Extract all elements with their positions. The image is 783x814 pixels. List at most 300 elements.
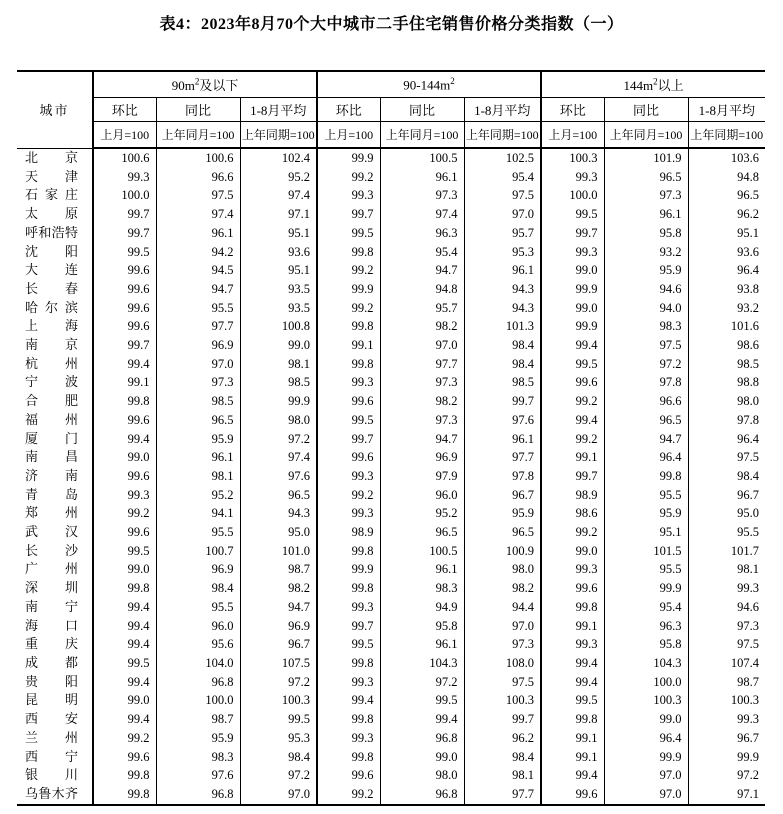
city-name-cell: [17, 579, 93, 598]
table-row: [17, 523, 765, 542]
city-name-cell: [17, 299, 93, 318]
city-name-cell: [17, 448, 93, 467]
group-label-pre: 90m: [171, 78, 195, 93]
table-row: [17, 748, 765, 767]
index-value: 97.0: [380, 336, 464, 355]
index-value: 97.6: [464, 411, 541, 430]
city-name: 南昌: [25, 449, 78, 465]
index-value: 99.4: [93, 710, 156, 729]
index-value: 100.6: [93, 148, 156, 168]
index-value: 99.4: [380, 710, 464, 729]
index-value: 95.1: [240, 224, 317, 243]
index-value: 99.5: [93, 654, 156, 673]
city-name: 宁波: [25, 374, 78, 390]
table-row: [17, 317, 765, 336]
index-value: 100.0: [604, 673, 688, 692]
index-value: 94.8: [688, 168, 765, 187]
city-name: 厦门: [25, 430, 78, 446]
index-value: 95.5: [604, 486, 688, 505]
city-column-header: 城市: [17, 71, 93, 148]
index-value: 99.7: [541, 467, 604, 486]
city-name-cell: [17, 261, 93, 280]
index-value: 97.8: [688, 411, 765, 430]
index-value: 99.8: [93, 785, 156, 805]
index-value: 97.5: [688, 448, 765, 467]
index-value: 99.5: [541, 691, 604, 710]
index-value: 96.8: [380, 785, 464, 805]
table-row: [17, 635, 765, 654]
index-value: 99.6: [317, 766, 380, 785]
index-value: 94.6: [688, 598, 765, 617]
index-value: 95.0: [688, 504, 765, 523]
index-value: 93.8: [688, 280, 765, 299]
city-name-cell: [17, 336, 93, 355]
table-row: [17, 504, 765, 523]
index-value: 96.5: [464, 523, 541, 542]
index-value: 95.4: [604, 598, 688, 617]
index-value: 96.1: [464, 430, 541, 449]
index-value: 99.7: [317, 430, 380, 449]
group-header-row: [17, 71, 765, 98]
index-value: 97.1: [240, 205, 317, 224]
city-name-cell: [17, 691, 93, 710]
index-value: 99.9: [604, 579, 688, 598]
index-value: 99.5: [317, 411, 380, 430]
index-value: 95.4: [380, 243, 464, 262]
index-value: 99.3: [688, 710, 765, 729]
index-value: 95.9: [604, 261, 688, 280]
group-header-90-and-below: [93, 71, 317, 98]
index-value: 96.1: [380, 560, 464, 579]
index-value: 99.3: [541, 635, 604, 654]
index-value: 95.8: [604, 635, 688, 654]
table-row: [17, 148, 765, 168]
index-value: 96.5: [380, 523, 464, 542]
index-value: 96.3: [604, 617, 688, 636]
index-value: 95.8: [380, 617, 464, 636]
table-row: [17, 766, 765, 785]
index-value: 95.6: [156, 635, 240, 654]
city-name: 哈尔滨: [25, 299, 78, 315]
group-header-144-above: [541, 71, 765, 98]
index-value: 99.6: [93, 261, 156, 280]
index-value: 99.9: [240, 392, 317, 411]
index-value: 96.1: [380, 635, 464, 654]
base-header-same-period: 上年同期=100: [464, 122, 541, 149]
index-value: 99.2: [317, 168, 380, 187]
index-value: 97.0: [156, 355, 240, 374]
index-value: 101.3: [464, 317, 541, 336]
index-value: 99.4: [93, 673, 156, 692]
index-value: 95.5: [156, 598, 240, 617]
table-row: [17, 373, 765, 392]
table-row: [17, 710, 765, 729]
index-value: 100.9: [464, 542, 541, 561]
index-value: 98.4: [464, 336, 541, 355]
index-value: 99.0: [93, 448, 156, 467]
index-value: 99.4: [93, 617, 156, 636]
table-row: [17, 168, 765, 187]
index-value: 96.1: [156, 224, 240, 243]
index-value: 99.9: [541, 280, 604, 299]
table-row: [17, 430, 765, 449]
index-value: 96.4: [604, 448, 688, 467]
index-value: 94.7: [604, 430, 688, 449]
index-value: 95.0: [240, 523, 317, 542]
base-header-same-month: 上年同月=100: [380, 122, 464, 149]
city-name-cell: [17, 654, 93, 673]
index-value: 96.5: [688, 186, 765, 205]
index-value: 101.0: [240, 542, 317, 561]
index-value: 99.8: [317, 654, 380, 673]
index-value: 99.4: [541, 766, 604, 785]
index-value: 97.0: [464, 617, 541, 636]
city-name: 深圳: [25, 580, 78, 596]
city-name-cell: [17, 542, 93, 561]
index-value: 99.0: [604, 710, 688, 729]
index-value: 95.5: [604, 560, 688, 579]
index-value: 94.5: [156, 261, 240, 280]
base-header-prev-month: 上月=100: [93, 122, 156, 149]
index-value: 99.9: [688, 748, 765, 767]
index-value: 96.8: [156, 673, 240, 692]
index-value: 98.4: [464, 748, 541, 767]
index-value: 98.7: [156, 710, 240, 729]
metric-header-mom: 环比: [93, 98, 156, 122]
index-value: 99.8: [541, 710, 604, 729]
index-value: 98.2: [380, 317, 464, 336]
table-row: [17, 542, 765, 561]
index-value: 98.5: [464, 373, 541, 392]
index-value: 97.0: [464, 205, 541, 224]
index-value: 99.4: [541, 411, 604, 430]
index-value: 99.4: [93, 598, 156, 617]
index-value: 98.5: [240, 373, 317, 392]
index-value: 98.4: [464, 355, 541, 374]
city-name-cell: [17, 467, 93, 486]
index-value: 95.9: [156, 729, 240, 748]
index-value: 99.0: [541, 261, 604, 280]
index-value: 99.8: [93, 766, 156, 785]
index-value: 94.7: [240, 598, 317, 617]
index-value: 99.2: [317, 486, 380, 505]
index-value: 95.1: [688, 224, 765, 243]
index-value: 99.3: [317, 673, 380, 692]
index-value: 99.6: [541, 373, 604, 392]
index-value: 99.4: [541, 336, 604, 355]
index-value: 99.5: [93, 243, 156, 262]
index-value: 96.9: [240, 617, 317, 636]
index-value: 94.2: [156, 243, 240, 262]
index-value: 100.3: [688, 691, 765, 710]
index-value: 96.4: [688, 430, 765, 449]
index-value: 99.8: [541, 598, 604, 617]
index-value: 94.8: [380, 280, 464, 299]
index-value: 96.5: [604, 411, 688, 430]
index-value: 99.5: [541, 205, 604, 224]
index-value: 98.5: [688, 355, 765, 374]
base-header-same-month: 上年同月=100: [156, 122, 240, 149]
index-value: 99.1: [541, 448, 604, 467]
index-value: 96.7: [464, 486, 541, 505]
table-row: [17, 673, 765, 692]
index-value: 99.6: [93, 411, 156, 430]
index-value: 96.4: [688, 261, 765, 280]
index-value: 95.3: [240, 729, 317, 748]
index-value: 99.7: [93, 205, 156, 224]
index-value: 108.0: [464, 654, 541, 673]
index-value: 99.7: [317, 617, 380, 636]
index-value: 97.3: [688, 617, 765, 636]
index-value: 99.4: [317, 691, 380, 710]
index-value: 99.6: [93, 280, 156, 299]
index-value: 99.6: [541, 579, 604, 598]
index-value: 99.2: [317, 261, 380, 280]
index-value: 101.9: [604, 148, 688, 168]
index-value: 97.5: [604, 336, 688, 355]
index-value: 100.0: [156, 691, 240, 710]
index-value: 101.7: [688, 542, 765, 561]
index-value: 93.5: [240, 280, 317, 299]
metric-header-avg: 1-8月平均: [464, 98, 541, 122]
index-value: 99.0: [93, 691, 156, 710]
index-value: 101.6: [688, 317, 765, 336]
index-value: 99.3: [688, 579, 765, 598]
index-value: 97.2: [240, 766, 317, 785]
city-name: 乌鲁木齐: [25, 785, 78, 801]
index-value: 98.7: [240, 560, 317, 579]
index-value: 97.6: [240, 467, 317, 486]
index-value: 107.4: [688, 654, 765, 673]
index-value: 94.9: [380, 598, 464, 617]
index-value: 96.7: [688, 729, 765, 748]
index-value: 99.7: [541, 224, 604, 243]
index-value: 99.8: [317, 355, 380, 374]
city-name-cell: [17, 430, 93, 449]
index-value: 100.6: [156, 148, 240, 168]
index-value: 99.8: [317, 710, 380, 729]
superscript-2: 2: [653, 76, 658, 87]
table-row: [17, 224, 765, 243]
table-row: [17, 785, 765, 805]
index-value: 95.9: [156, 430, 240, 449]
city-name-cell: [17, 392, 93, 411]
index-value: 96.2: [688, 205, 765, 224]
group-label-pre: 90-144m: [403, 77, 451, 93]
index-value: 98.0: [464, 560, 541, 579]
index-value: 97.3: [604, 186, 688, 205]
index-value: 99.6: [93, 748, 156, 767]
city-name-cell: [17, 355, 93, 374]
index-value: 99.0: [93, 560, 156, 579]
city-name-cell: [17, 523, 93, 542]
city-name: 成都: [25, 654, 78, 670]
index-value: 94.6: [604, 280, 688, 299]
index-value: 96.6: [156, 168, 240, 187]
metric-header-avg: 1-8月平均: [240, 98, 317, 122]
index-value: 99.7: [464, 710, 541, 729]
table-row: [17, 486, 765, 505]
index-value: 94.7: [380, 430, 464, 449]
index-value: 97.0: [604, 785, 688, 805]
table-row: [17, 729, 765, 748]
city-name: 济南: [25, 467, 78, 483]
table-row: [17, 467, 765, 486]
index-value: 99.1: [541, 748, 604, 767]
metric-header-row: [17, 98, 765, 122]
index-value: 99.3: [317, 467, 380, 486]
city-name: 福州: [25, 411, 78, 427]
index-value: 93.2: [604, 243, 688, 262]
city-name-cell: [17, 785, 93, 805]
city-name-cell: [17, 729, 93, 748]
index-value: 99.3: [541, 168, 604, 187]
index-value: 99.8: [93, 579, 156, 598]
price-index-table: [17, 70, 765, 806]
table-row: [17, 560, 765, 579]
index-value: 94.3: [464, 280, 541, 299]
index-value: 99.9: [604, 748, 688, 767]
base-header-prev-month: 上月=100: [541, 122, 604, 149]
city-name: 杭州: [25, 355, 78, 371]
city-name: 银川: [25, 767, 78, 783]
index-value: 99.8: [317, 243, 380, 262]
index-value: 99.8: [604, 467, 688, 486]
index-value: 99.9: [317, 280, 380, 299]
city-name: 兰州: [25, 729, 78, 745]
index-value: 99.3: [317, 598, 380, 617]
city-name: 海口: [25, 617, 78, 633]
base-header-same-period: 上年同期=100: [688, 122, 765, 149]
city-name-cell: [17, 748, 93, 767]
table-body: [17, 148, 765, 805]
index-value: 104.3: [604, 654, 688, 673]
index-value: 102.4: [240, 148, 317, 168]
index-value: 97.5: [464, 186, 541, 205]
index-value: 98.4: [156, 579, 240, 598]
index-value: 99.0: [541, 542, 604, 561]
index-value: 99.8: [317, 542, 380, 561]
index-value: 99.1: [317, 336, 380, 355]
city-name: 沈阳: [25, 243, 78, 259]
index-value: 97.2: [604, 355, 688, 374]
index-value: 96.9: [156, 560, 240, 579]
index-value: 100.7: [156, 542, 240, 561]
index-value: 99.0: [240, 336, 317, 355]
index-value: 99.9: [317, 560, 380, 579]
index-value: 96.1: [604, 205, 688, 224]
index-value: 97.3: [380, 373, 464, 392]
city-name: 石家庄: [25, 187, 78, 203]
index-value: 98.1: [464, 766, 541, 785]
index-value: 99.1: [93, 373, 156, 392]
index-value: 99.3: [317, 373, 380, 392]
city-name-cell: [17, 280, 93, 299]
index-value: 99.5: [380, 691, 464, 710]
city-name: 郑州: [25, 505, 78, 521]
index-value: 97.7: [464, 448, 541, 467]
index-value: 97.5: [464, 673, 541, 692]
index-value: 99.7: [93, 336, 156, 355]
index-value: 96.1: [380, 168, 464, 187]
city-name-cell: [17, 168, 93, 187]
index-value: 99.2: [317, 299, 380, 318]
metric-header-yoy: 同比: [380, 98, 464, 122]
city-name: 西安: [25, 711, 78, 727]
index-value: 99.6: [93, 299, 156, 318]
group-label-post: 以上: [657, 78, 684, 93]
index-value: 99.5: [317, 224, 380, 243]
index-value: 98.0: [380, 766, 464, 785]
city-name: 大连: [25, 262, 78, 278]
index-value: 96.7: [688, 486, 765, 505]
table-row: [17, 299, 765, 318]
index-value: 99.0: [541, 299, 604, 318]
index-value: 99.3: [541, 560, 604, 579]
index-value: 95.9: [464, 504, 541, 523]
index-value: 96.9: [380, 448, 464, 467]
base-header-row: [17, 122, 765, 149]
index-value: 95.5: [156, 299, 240, 318]
index-value: 99.4: [541, 673, 604, 692]
index-value: 98.2: [240, 579, 317, 598]
index-value: 94.0: [604, 299, 688, 318]
index-value: 99.9: [317, 148, 380, 168]
city-name-cell: [17, 317, 93, 336]
table-row: [17, 411, 765, 430]
city-name-cell: [17, 411, 93, 430]
index-value: 98.4: [240, 748, 317, 767]
index-value: 102.5: [464, 148, 541, 168]
index-value: 98.3: [156, 748, 240, 767]
index-value: 94.3: [240, 504, 317, 523]
index-value: 96.6: [604, 392, 688, 411]
index-value: 97.3: [380, 186, 464, 205]
index-value: 99.3: [317, 504, 380, 523]
index-value: 99.4: [93, 635, 156, 654]
index-value: 107.5: [240, 654, 317, 673]
index-value: 98.9: [317, 523, 380, 542]
superscript-2: 2: [450, 75, 455, 86]
index-value: 94.1: [156, 504, 240, 523]
index-value: 96.8: [380, 729, 464, 748]
metric-header-yoy: 同比: [156, 98, 240, 122]
index-value: 96.5: [240, 486, 317, 505]
index-value: 99.8: [93, 392, 156, 411]
index-value: 95.1: [604, 523, 688, 542]
index-value: 100.0: [541, 186, 604, 205]
index-value: 97.7: [156, 317, 240, 336]
group-label-post: 及以下: [199, 78, 239, 93]
index-value: 99.8: [317, 579, 380, 598]
base-header-same-period: 上年同期=100: [240, 122, 317, 149]
group-label-pre: 144m: [623, 78, 654, 93]
index-value: 94.4: [464, 598, 541, 617]
index-value: 99.2: [541, 392, 604, 411]
city-name-cell: [17, 560, 93, 579]
index-value: 99.3: [317, 186, 380, 205]
table-row: [17, 654, 765, 673]
index-value: 99.6: [541, 785, 604, 805]
index-value: 104.3: [380, 654, 464, 673]
index-value: 97.1: [688, 785, 765, 805]
index-value: 99.6: [93, 317, 156, 336]
city-name: 重庆: [25, 636, 78, 652]
metric-header-mom: 环比: [541, 98, 604, 122]
index-value: 97.4: [240, 448, 317, 467]
table-row: [17, 205, 765, 224]
index-value: 99.2: [541, 523, 604, 542]
